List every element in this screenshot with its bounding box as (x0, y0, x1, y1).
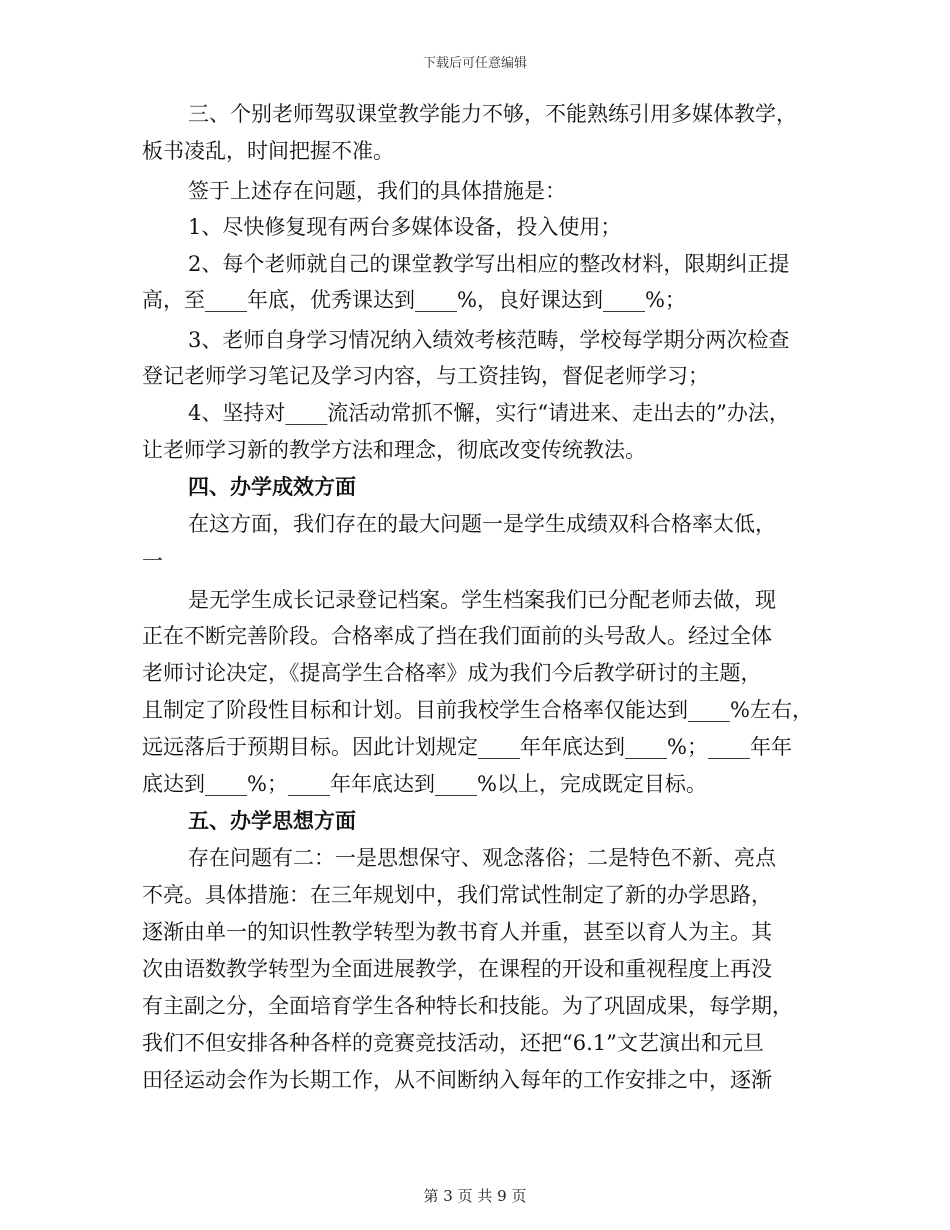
text-line: 存在问题有二：一是思想保守、观念落俗；二是特色不新、亮点 (188, 846, 776, 870)
text-line: 签于上述存在问题，我们的具体措施是： (188, 179, 566, 203)
text-line: 我们不但安排各种各样的竞赛竞技活动，还把“6.1”文艺演出和元旦 (142, 1031, 764, 1055)
text-line: 是无学生成长记录登记档案。学生档案我们已分配老师去做，现 (188, 588, 776, 612)
text-line: 4、坚持对____流活动常抓不懈，实行“请进来、走出去的”办法， (188, 401, 790, 425)
text-line: 在这方面，我们存在的最大问题一是学生成绩双科合格率太低， (188, 512, 776, 536)
section-heading: 五、办学思想方面 (188, 809, 356, 833)
text-line: 3、老师自身学习情况纳入绩效考核范畴，学校每学期分两次检查 (188, 328, 790, 352)
text-line: 且制定了阶段性目标和计划。目前我校学生合格率仅能达到____%左右， (142, 698, 813, 722)
text-line: 让老师学习新的教学方法和理念，彻底改变传统教法。 (142, 438, 646, 462)
page-footer: 第 3 页 共 9 页 (423, 1187, 527, 1205)
text-line: 1、尽快修复现有两台多媒体设备，投入使用； (188, 215, 622, 239)
text-line: 2、每个老师就自己的课堂教学写出相应的整改材料，限期纠正提 (188, 252, 790, 276)
text-line: 高，至____年底，优秀课达到____%，良好课达到____%； (142, 288, 686, 312)
text-line: 正在不断完善阶段。合格率成了挡在我们面前的头号敌人。经过全体 (142, 624, 772, 648)
text-line: 登记老师学习笔记及学习内容，与工资挂钩，督促老师学习； (142, 364, 709, 388)
text-line: 有主副之分，全面培育学生各种特长和技能。为了巩固成果，每学期， (142, 994, 793, 1018)
text-line: 远远落后于预期目标。因此计划规定____年年底达到____%；____年年 (142, 735, 792, 759)
text-line: 不亮。具体措施：在三年规划中，我们常试性制定了新的办学思路， (142, 883, 772, 907)
text-line: 逐渐由单一的知识性教学转型为教书育人并重，甚至以育人为主。其 (142, 920, 772, 944)
text-line: 三、个别老师驾驭课堂教学能力不够，不能熟练引用多媒体教学， (188, 102, 797, 126)
page-header: 下载后可任意编辑 (422, 56, 527, 71)
text-line: 次由语数教学转型为全面进展教学，在课程的开设和重视程度上再没 (142, 957, 772, 981)
text-line: 田径运动会作为长期工作，从不间断纳入每年的工作安排之中，逐渐 (142, 1068, 772, 1092)
text-line: 老师讨论决定，《提高学生合格率》成为我们今后教学研讨的主题， (142, 661, 762, 685)
section-heading: 四、办学成效方面 (188, 475, 356, 499)
text-line: 一 (142, 549, 163, 573)
text-line: 板书凌乱，时间把握不准。 (142, 139, 394, 163)
text-line: 底达到____%；____年年底达到____%以上，完成既定目标。 (142, 772, 707, 796)
